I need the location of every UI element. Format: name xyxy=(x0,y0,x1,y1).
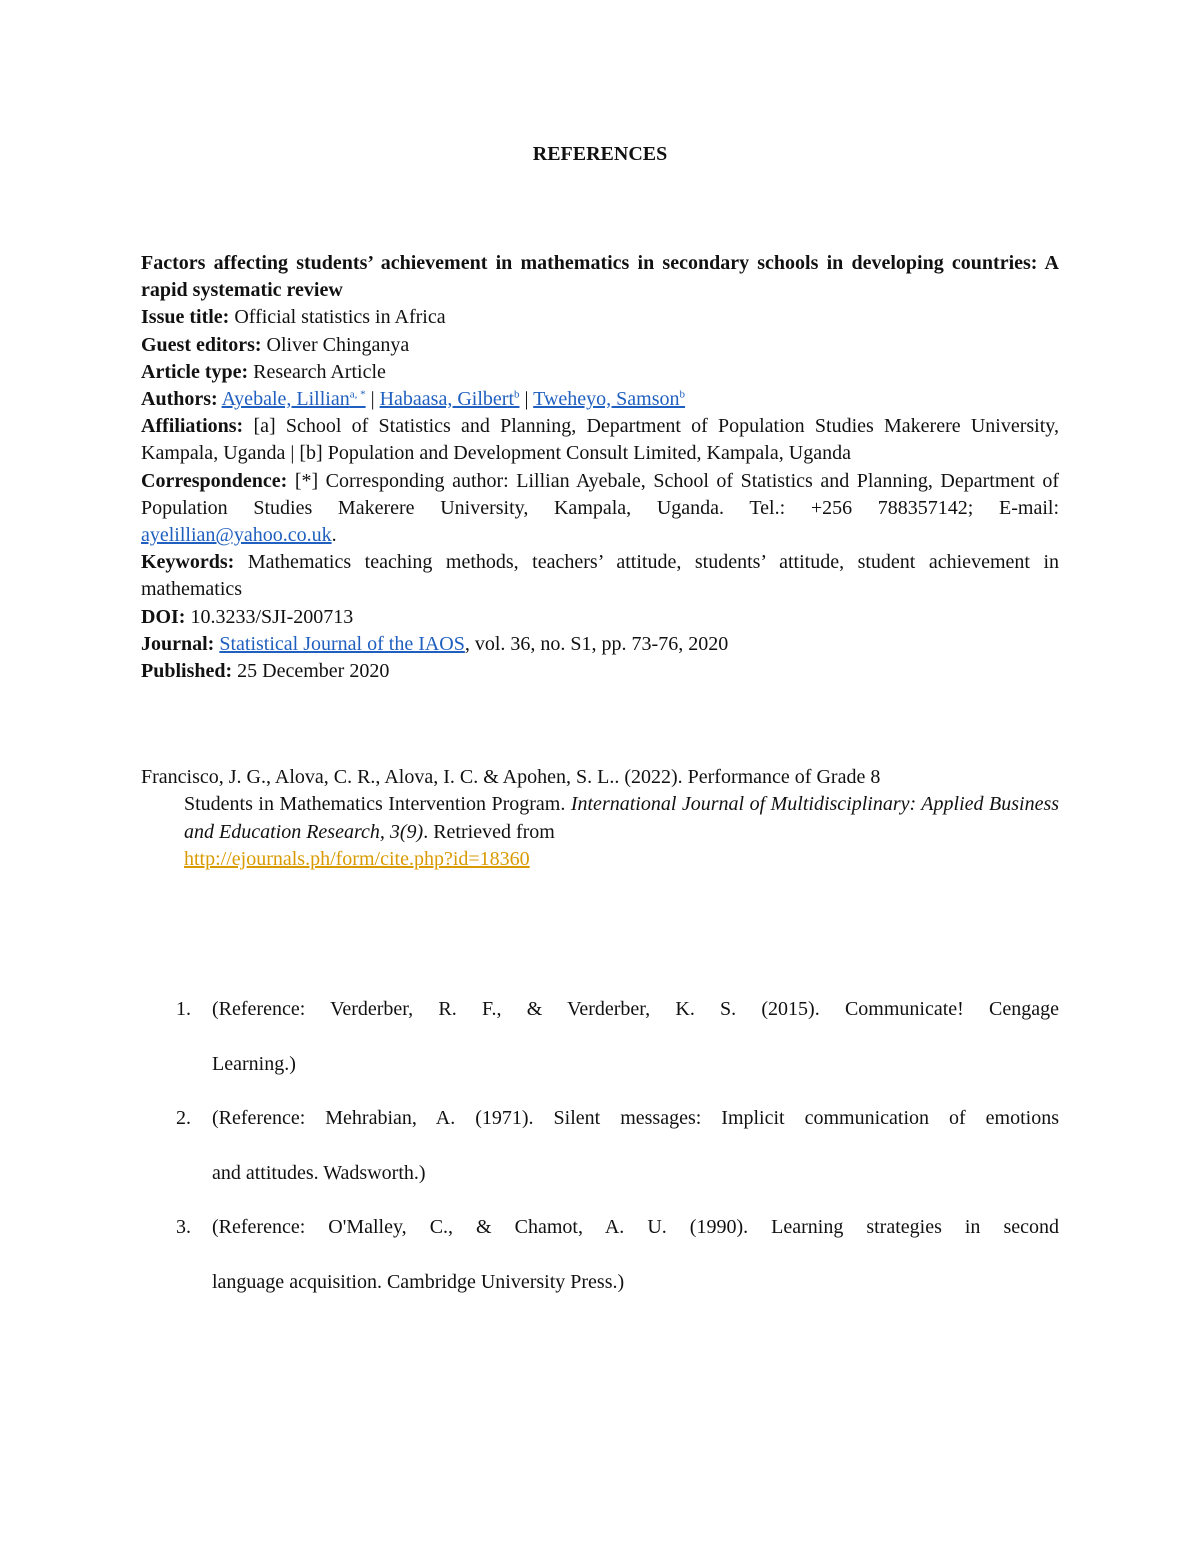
keywords-value: Mathematics teaching methods, teachers’ attitude, students’ attitude, student achievement in mathematics xyxy=(141,551,1059,601)
list-number: 3. xyxy=(176,1216,191,1238)
citation-continuation: Students in Mathematics Intervention Program. International Journal of Multidisciplinary: Applied Business and Education Research, 3(9). Retrieved from http://ejournals.ph/form/cite.php?id=18360 xyxy=(184,793,1060,871)
author-link[interactable]: Ayebale, Lillian$^{a, *}$ xyxy=(221,388,366,411)
list-item-line: (Reference: O'Malley, C., & Chamot, A. U. (1990). Learning strategies in second xyxy=(212,1216,1059,1238)
published-row xyxy=(141,658,1059,685)
list-item xyxy=(141,1200,1059,1309)
page-heading: REFERENCES xyxy=(532,143,668,165)
published-label: Published: xyxy=(141,660,233,683)
published-value: 25 December 2020 xyxy=(237,660,390,683)
list-item-line: and attitudes. Wadsworth.) xyxy=(212,1161,426,1184)
email-link[interactable]: ayelillian@yahoo.co.uk xyxy=(141,524,332,547)
doi-value: 10.3233/SJI-200713 xyxy=(190,605,354,628)
author-separator: | xyxy=(365,388,380,411)
list-item-line: Learning.) xyxy=(212,1052,296,1075)
article-title: Factors affecting students’ achievement in mathematics in secondary schools in developing countries: A rapid systematic review xyxy=(141,252,1059,302)
journal-row xyxy=(141,631,1059,658)
citation-entry xyxy=(141,764,1059,874)
affiliations-label: Affiliations: xyxy=(141,415,244,438)
citation-url-link[interactable]: http://ejournals.ph/form/cite.php?id=18360 xyxy=(184,848,530,871)
doi-label: DOI: xyxy=(141,605,186,628)
list-item-line: language acquisition. Cambridge University Press.) xyxy=(212,1270,625,1293)
list-item xyxy=(141,1091,1059,1200)
author-link[interactable]: Tweheyo, Samson$^b$ xyxy=(533,388,686,411)
journal-label: Journal: xyxy=(141,632,215,655)
article-type-row xyxy=(141,359,1059,386)
journal-link[interactable]: Statistical Journal of the IAOS xyxy=(219,632,465,655)
correspondence-value: [*] Corresponding author: Lillian Ayebale, School of Statistics and Planning, Department of Population Studies Makerere University, Kampala, Uganda. Tel.: +256 788357142; E-mail: xyxy=(141,469,1059,519)
guest-editors-value: Oliver Chinganya xyxy=(266,333,410,356)
correspondence-row: Correspondence: [*] Corresponding author: Lillian Ayebale, School of Statistics and Planning, Department of Population Studies Makerere University, Kampala, Uganda. Tel.: +256 788357142; E-mail: ayelillian@yahoo.co.uk. xyxy=(141,469,1059,547)
issue-title-row xyxy=(141,304,1059,331)
correspondence-label: Correspondence: xyxy=(141,469,288,492)
list-item-line: (Reference: Mehrabian, A. (1971). Silent messages: Implicit communication of emotions xyxy=(212,1107,1059,1129)
affiliations-value: [a] School of Statistics and Planning, Department of Population Studies Makerere University, Kampala, Uganda | [b] Population and Development Consult Limited, Kampala, Uganda xyxy=(141,415,1059,465)
author-link[interactable]: Habaasa, Gilbert$^b$ xyxy=(379,388,520,411)
reference-list xyxy=(141,982,1059,1309)
issue-title-label: Issue title: xyxy=(141,306,230,329)
doi-row xyxy=(141,604,1059,631)
list-item xyxy=(141,982,1059,1091)
author-separator: | xyxy=(519,388,534,411)
article-metadata xyxy=(141,250,1059,685)
citation-authors: Francisco, J. G., Alova, C. R., Alova, I. C. & Apohen, S. L.. (2022). Performance of Grade 8 xyxy=(141,766,881,788)
journal-details: , vol. 36, no. S1, pp. 73-76, 2020 xyxy=(464,632,729,655)
guest-editors-label: Guest editors: xyxy=(141,333,262,356)
guest-editors-row xyxy=(141,332,1059,359)
authors-row xyxy=(141,386,1059,413)
affiliations-row xyxy=(141,413,1059,467)
article-type-label: Article type: xyxy=(141,360,249,383)
citation-journal: International Journal of Multidisciplinary: Applied Business and Education Research, 3(9) xyxy=(184,793,1060,843)
list-number: 1. xyxy=(176,998,191,1020)
article-type-value: Research Article xyxy=(253,360,386,383)
issue-title-value: Official statistics in Africa xyxy=(234,306,446,329)
list-number: 2. xyxy=(176,1107,191,1129)
authors-label: Authors: xyxy=(141,388,218,411)
list-item-line: (Reference: Verderber, R. F., & Verderber, K. S. (2015). Communicate! Cengage xyxy=(212,998,1059,1020)
keywords-row xyxy=(141,549,1059,603)
keywords-label: Keywords: xyxy=(141,551,235,574)
